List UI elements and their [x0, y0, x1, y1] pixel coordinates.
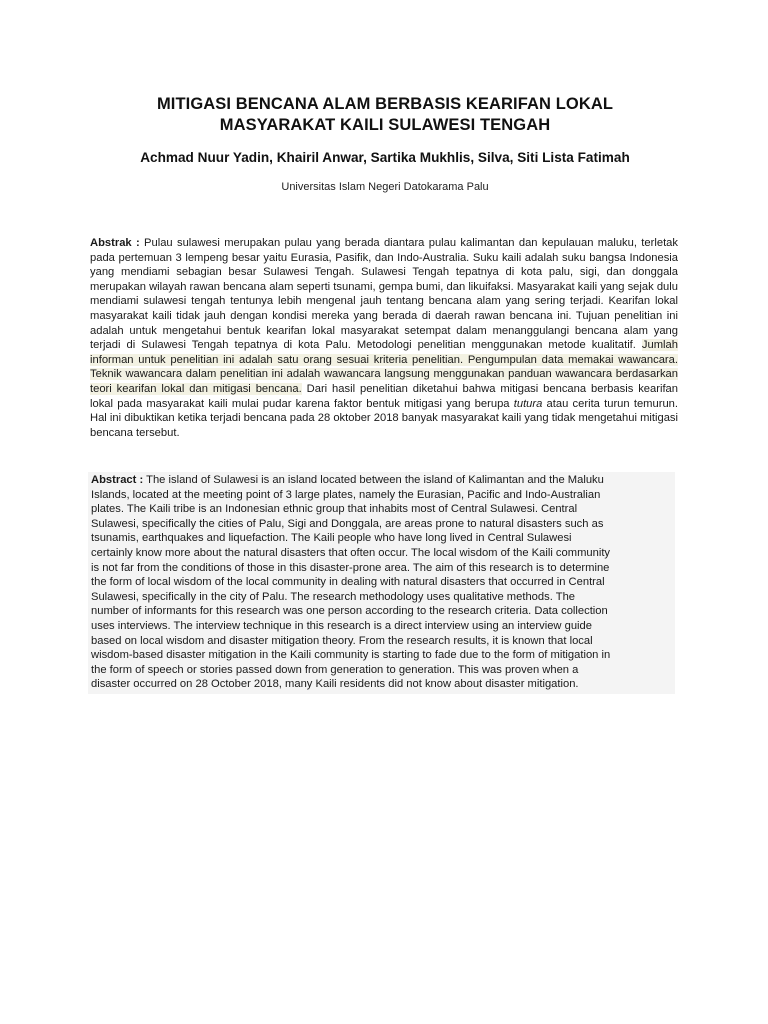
- abstract-line: tsunamis, earthquakes and liquefaction. The Kaili people who have long lived in Central Sulawesi: [91, 532, 572, 545]
- abstract-line: number of informants for this research was one person according to the research criteria. Data collection: [91, 605, 608, 618]
- abstract-line: wisdom-based disaster mitigation in the Kaili community is starting to fade due to the form of mitigation in: [91, 649, 611, 662]
- abstract-line: the form of speech or stories passed down from generation to generation. This was proven when a: [91, 663, 579, 676]
- paper-title: [90, 94, 680, 136]
- abstrak-italic-term: tutura: [513, 397, 543, 410]
- abstract-line: Sulawesi, specifically in the city of Palu. The research methodology uses qualitative methods. The: [91, 590, 576, 603]
- abstrak-text-part-2: Dari hasil penelitian diketahui bahwa mitigasi bencana berbasis kearifan lokal pada masyarakat kaili mulai pudar karena faktor bentuk mitigasi yang berupa: [90, 382, 678, 410]
- title-line-1: MITIGASI BENCANA ALAM BERBASIS KEARIFAN LOKAL: [156, 95, 614, 113]
- abstract-line: is not far from the conditions of those in this disaster-prone area. The aim of this research is to determine: [91, 561, 610, 574]
- abstract-line: Islands, located at the meeting point of 3 large plates, namely the Eurasian, Pacific and Indo-Australian: [91, 488, 601, 501]
- abstract-line: the form of local wisdom of the local community in dealing with natural disasters that occurred in Central: [91, 576, 605, 589]
- affiliation: Universitas Islam Negeri Datokarama Palu: [281, 181, 489, 193]
- abstract-line: disaster occurred on 28 October 2018, many Kaili residents did not know about disaster mitigation.: [91, 678, 579, 691]
- abstrak-text-part-3: atau cerita turun temurun. Hal ini dibuktikan ketika terjadi bencana pada 28 oktober 2018 banyak masyarakat kaili yang tidak mengetahui mitigasi bencana tersebut.: [90, 397, 678, 439]
- author-list: Achmad Nuur Yadin, Khairil Anwar, Sartika Mukhlis, Silva, Siti Lista Fatimah: [140, 150, 630, 165]
- abstract-line: plates. The Kaili tribe is an Indonesian ethnic group that inhabits most of Central Sulawesi. Central: [91, 503, 578, 516]
- abstract-label: Abstract :: [91, 474, 144, 486]
- abstract-line: based on local wisdom and disaster mitigation theory. From the research results, it is known that local: [91, 634, 593, 647]
- abstrak-text-part-1: Pulau sulawesi merupakan pulau yang berada diantara pulau kalimantan dan kepulauan maluku, terletak pada pertemuan 3 lempeng besar yaitu Eurasia, Pasifik, dan Indo-Australia. Suku kaili adalah suku bangsa Indonesia yang mendiami sebagian besar Sulawesi Tengah. Sulawesi Tengah tepatnya di kota palu, sigi, dan donggala merupakan wilayah rawan bencana alam seperti tsunami, gempa bumi, dan likuifaksi. Masyarakat kaili yang sejak dulu mendiami sulawesi tengah tentunya lebih mengenal jauh tentang bencana alam yang sering terjadi. Kearifan lokal masyarakat kaili tidak jauh dengan kondisi mereka yang berada di daerah rawan bencana ini. Tujuan penelitian ini adalah untuk mengetahui bentuk kearifan lokal masyarakat setempat dalam menanggulangi bencana alam yang terjadi di Sulawesi Tengah tepatnya di kota Palu. Metodologi penelitian menggunakan metode kualitatif.: [90, 237, 678, 352]
- abstrak-label: Abstrak :: [90, 237, 140, 249]
- title-line-2: MASYARAKAT KAILI SULAWESI TENGAH: [219, 116, 551, 134]
- abstract-line-text: The island of Sulawesi is an island located between the island of Kalimantan and the Maluku: [143, 474, 604, 486]
- abstract-line: Sulawesi, specifically the cities of Palu, Sigi and Donggala, are areas prone to natural disasters such as: [91, 517, 604, 530]
- abstract-line: [91, 473, 671, 488]
- abstrak-highlighted-text: Jumlah informan untuk penelitian ini adalah satu orang sesuai kriteria penelitian. Pengumpulan data memakai wawancara. Teknik wawancara dalam penelitian ini adalah wawancara langsung menggunakan panduan wawancara berdasarkan teori kearifan lokal dan mitigasi bencana.: [90, 339, 678, 395]
- abstract-english: [88, 472, 675, 694]
- abstrak-indonesian: [90, 236, 678, 440]
- abstract-line: uses interviews. The interview technique in this research is a direct interview using an interview guide: [91, 619, 592, 632]
- abstract-line: certainly know more about the natural disasters that often occur. The local wisdom of the Kaili community: [91, 546, 611, 559]
